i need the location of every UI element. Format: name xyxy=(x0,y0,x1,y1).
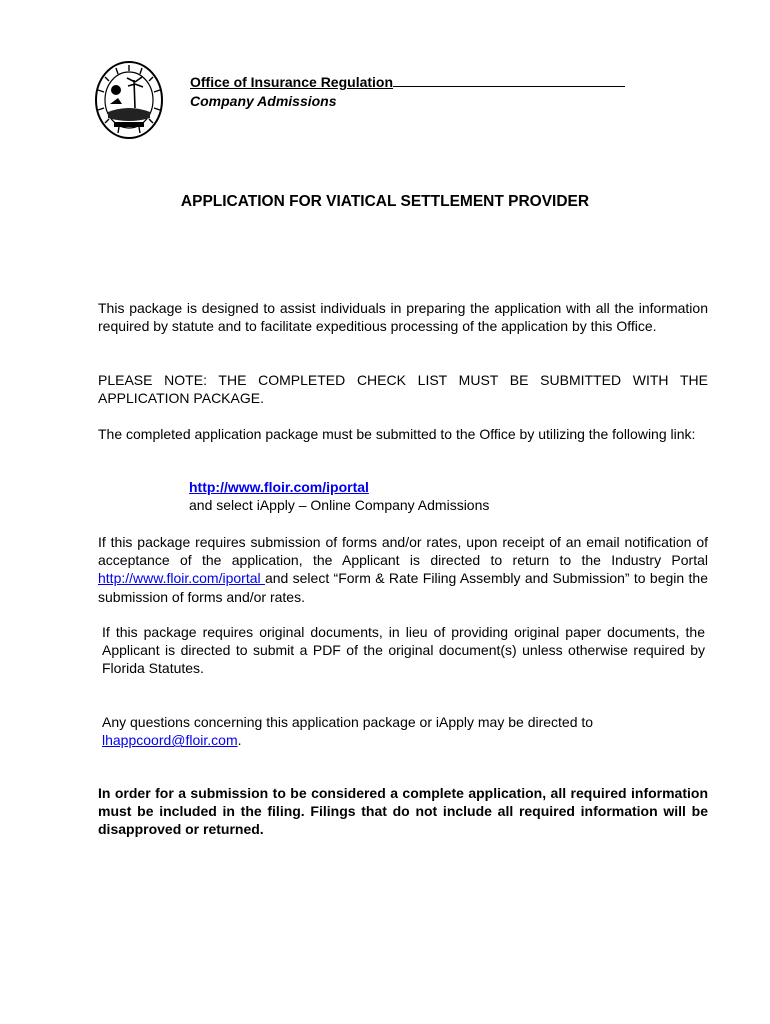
forms-text-after: and select “Form & Rate Filing Assembly and Submission” to begin the submission of forms and/or rates. xyxy=(98,570,708,605)
office-name xyxy=(190,73,625,92)
document-title: APPLICATION FOR VIATICAL SETTLEMENT PROVIDER xyxy=(180,193,590,210)
questions-paragraph xyxy=(102,713,705,749)
forms-portal-link[interactable]: http://www.floir.com/iportal xyxy=(98,570,265,587)
submit-paragraph: The completed application package must be submitted to the Office by utilizing the following link: xyxy=(98,426,696,442)
questions-text: Any questions concerning this application package or iApply may be directed to xyxy=(102,714,594,730)
email-period: . xyxy=(237,732,242,749)
office-name-text: Office of Insurance Regulation xyxy=(190,74,394,90)
portal-instruction: and select iApply – Online Company Admissions xyxy=(189,497,490,514)
header xyxy=(190,73,625,111)
email-link[interactable]: lhappcoord@floir.com xyxy=(102,732,238,749)
originals-paragraph: If this package requires original documents, in lieu of providing original paper documents, the Applicant is directed to submit a PDF of the original document(s) unless otherwise required by Florida Statutes. xyxy=(102,624,705,677)
warning-paragraph: In order for a submission to be considered a complete application, all required information must be included in the filing. Filings that do not include all required information will be disapproved or returned. xyxy=(98,785,708,838)
portal-link[interactable]: http://www.floir.com/iportal xyxy=(189,479,369,495)
portal-block xyxy=(189,478,689,514)
email-line xyxy=(102,731,705,749)
state-seal-logo xyxy=(94,60,164,140)
forms-text-before: If this package requires submission of forms and/or rates, upon receipt of an email notification of acceptance of the application, the Applicant is directed to return to the Industry Portal xyxy=(98,534,708,569)
forms-paragraph xyxy=(98,533,708,606)
note-paragraph: PLEASE NOTE: THE COMPLETED CHECK LIST MUST BE SUBMITTED WITH THE APPLICATION PACKAGE. xyxy=(98,372,708,407)
header-rule xyxy=(393,74,625,87)
division-name: Company Admissions xyxy=(190,93,337,109)
intro-paragraph: This package is designed to assist individuals in preparing the application with all the information required by statute and to facilitate expeditious processing of the application by this Office. xyxy=(98,300,708,335)
